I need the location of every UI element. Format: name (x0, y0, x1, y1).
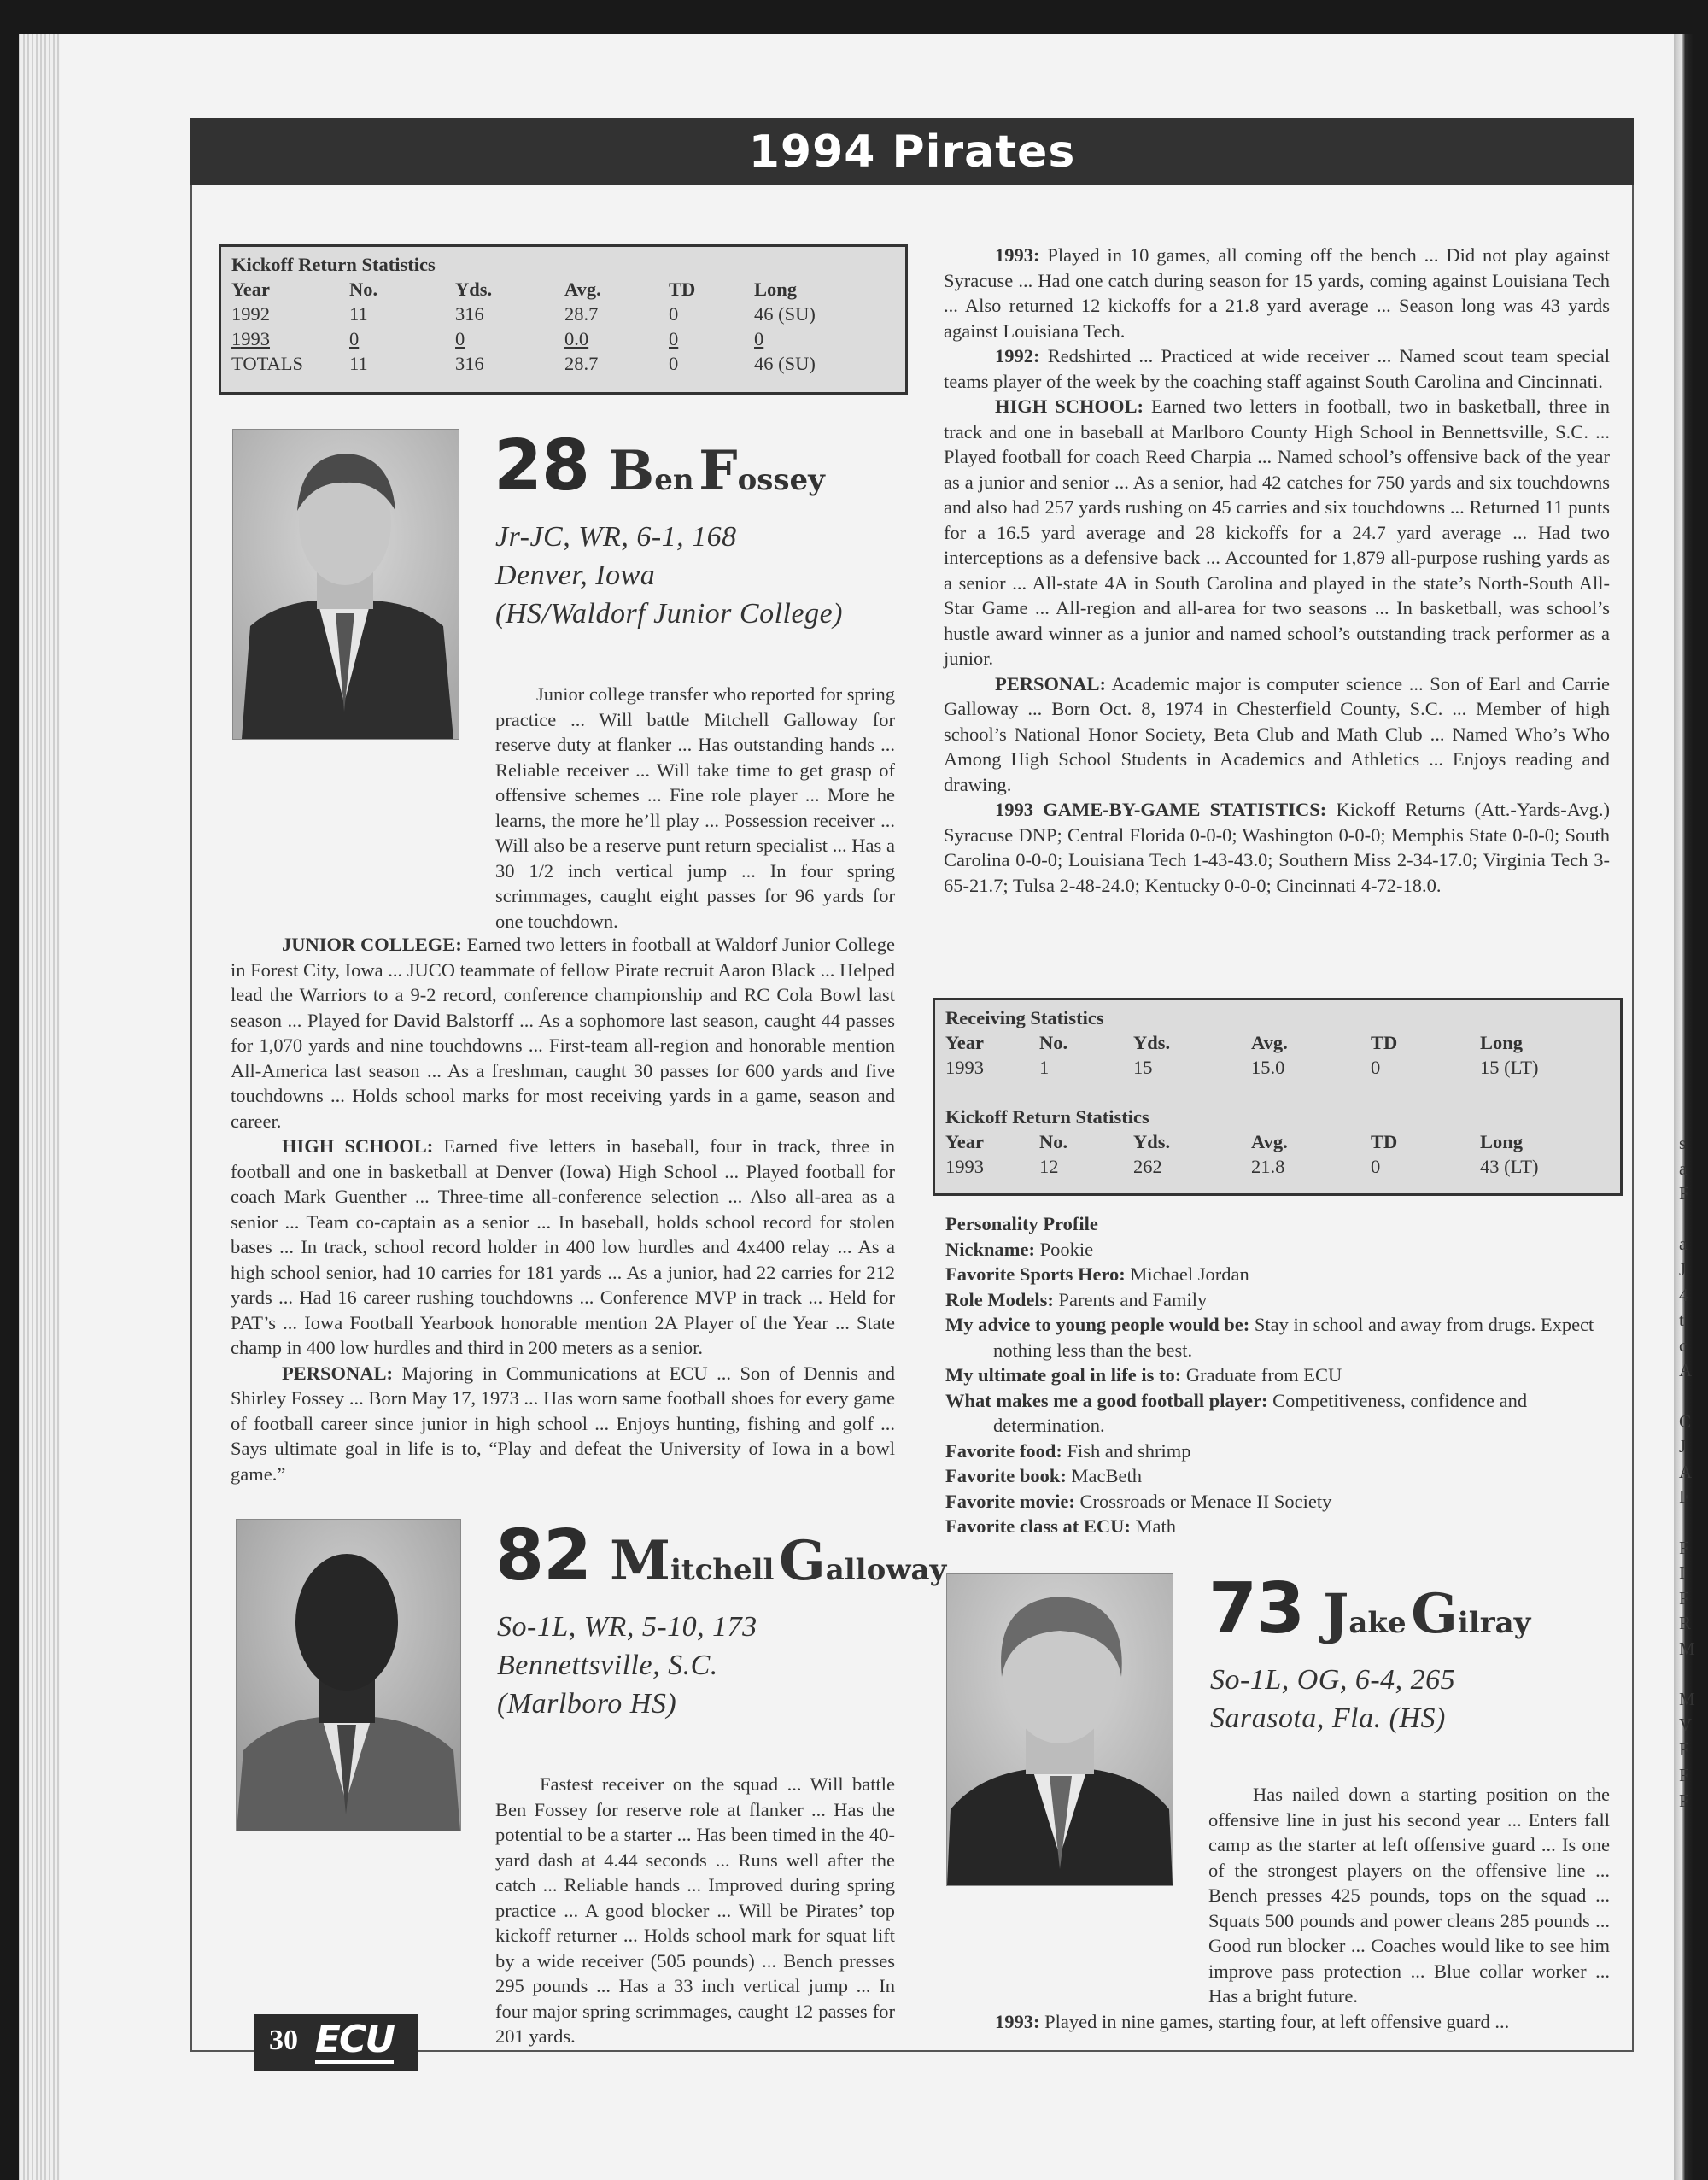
page-banner: 1994 Pirates (190, 118, 1634, 185)
table-header-row (945, 1129, 1610, 1154)
galloway-bio-info (497, 1608, 757, 1723)
section-text: Played in nine games, starting four, at left offensive guard ... (1039, 2010, 1510, 2032)
cell: 28.7 (564, 353, 599, 374)
cell: 46 (SU) (754, 303, 816, 325)
edge-letter: M (1679, 1691, 1695, 1709)
receiving-table (945, 1030, 1610, 1080)
cell: 1993 (231, 328, 270, 349)
cell: 11 (349, 353, 368, 374)
cell: 12 (1039, 1156, 1059, 1177)
fossey-bio-info (495, 518, 843, 633)
col-year: Year (945, 1032, 984, 1053)
section-label: 1993: (995, 244, 1040, 266)
col-td: TD (1371, 1032, 1398, 1053)
cell: 316 (455, 353, 484, 374)
edge-letter: F (1679, 1741, 1689, 1760)
col-long: Long (1480, 1131, 1524, 1152)
col-no: No. (1039, 1131, 1068, 1152)
edge-letter: M (1679, 1640, 1695, 1658)
cell: 21.8 (1251, 1156, 1285, 1177)
name-initial: G (779, 1529, 826, 1593)
fossey-intro-flow (231, 682, 895, 932)
profile-value: Stay in school and away from drugs. Expect nothing less than the best. (993, 1314, 1594, 1361)
galloway-intro (231, 1772, 895, 2049)
section-label: PERSONAL: (995, 672, 1107, 694)
cell: 316 (455, 303, 484, 325)
col-yds: Yds. (455, 278, 493, 300)
col-long: Long (754, 278, 798, 300)
profile-value: Math (1130, 1515, 1176, 1537)
name-rest: alloway (825, 1553, 947, 1587)
stats-table (231, 277, 895, 376)
fossey-bio (231, 682, 895, 1486)
page-number-block (254, 2014, 418, 2071)
profile-label: Favorite book: (945, 1465, 1067, 1486)
edge-letter: F (1679, 1589, 1689, 1608)
cell: 1993 (945, 1057, 984, 1078)
cell: 0 (754, 328, 764, 349)
cell: 0 (1371, 1057, 1381, 1078)
player-name (608, 439, 825, 503)
section-text: Earned five letters in baseball, four in track, three in football and one in basketball at Denver (Iowa) High School ... Played football for coach Mark Guenther ... Three-time all-conference selection ... Also all-area as a senior ... Team co-captain as a senior ... In baseball, holds school record for stolen bases ... In track, school record holder in 400 low hurdles and 4x400 relay ... As a high school senior, had 10 carries for 181 yards ... As a junior, had 22 carries for 212 yards ... Had 16 career rushing touchdowns ... Conference MVP in track ... Held for PAT’s ... Iowa Football Yearbook honorable mention 2A Player of the Year ... State champ in 400 low hurdles and third in 200 meters as a senior. (231, 1135, 895, 1358)
profile-label: What makes me a good football player: (945, 1389, 1268, 1411)
stats-title: Kickoff Return Statistics (231, 254, 436, 275)
col-yds: Yds. (1133, 1032, 1171, 1053)
jersey-number: 82 (495, 1515, 592, 1597)
cell: 28.7 (564, 303, 599, 325)
cell: 15 (1133, 1057, 1153, 1078)
table-row (945, 1055, 1610, 1080)
cell: 1992 (231, 303, 270, 325)
edge-letter: F (1679, 1538, 1689, 1557)
profile-label: My advice to young people would be: (945, 1314, 1250, 1335)
name-rest: itchell (670, 1553, 775, 1587)
info-line: (HS/Waldorf Junior College) (495, 598, 843, 630)
galloway-bio (944, 243, 1610, 898)
cell: 0 (455, 328, 465, 349)
edge-letter: a (1679, 1235, 1688, 1254)
edge-letter: V (1679, 1715, 1693, 1734)
cell: 0 (669, 303, 679, 325)
profile-label: Favorite Sports Hero: (945, 1263, 1126, 1285)
galloway-stats-box (933, 998, 1623, 1196)
profile-value: Michael Jordan (1125, 1263, 1249, 1285)
profile-value: Pookie (1035, 1238, 1094, 1260)
cell: 262 (1133, 1156, 1162, 1177)
col-year: Year (231, 278, 270, 300)
info-line: Sarasota, Fla. (HS) (1210, 1702, 1446, 1734)
profile-value: Graduate from ECU (1181, 1364, 1342, 1386)
profile-value: MacBeth (1066, 1465, 1142, 1486)
gilray-name-heading (1208, 1568, 1530, 1650)
section-text: Played in 10 games, all coming off the bench ... Did not play against Syracuse ... Had one catch during season for 15 yards, coming against Louisiana Tech ... Also returned 12 kickoffs for a 21.8 yard average ... Season long was 43 yards against Louisiana Tech. (944, 244, 1610, 342)
section-text: Academic major is computer science ... Son of Earl and Carrie Galloway ... Born Oct. 8, 1974 in Chesterfield County, S.C. ... Member of high school’s National Honor Society, Beta Club and Math Club ... Named Who’s Who Among High School Students in Academics and Athletics ... Enjoys reading and drawing. (944, 672, 1610, 795)
edge-letter: F (1679, 1488, 1689, 1507)
name-rest: ake (1348, 1606, 1407, 1640)
ecu-logo: ECU (315, 2019, 394, 2064)
col-avg: Avg. (1251, 1131, 1288, 1152)
cell: 1993 (945, 1156, 984, 1177)
personality-profile (945, 1211, 1620, 1539)
gilray-bio-info (1210, 1661, 1455, 1738)
info-line: Jr-JC, WR, 6-1, 168 (495, 521, 737, 553)
intro-text: Has nailed down a starting position on the offensive line in just his second year ... Enters fall camp as the starter at left offensive guard ... Is one of the strongest players on the offensive line ... Bench presses 425 pounds, tops on the squad ... Squats 500 pounds and power cleans 285 pounds ... Good run blocker ... Coaches would like to see him improve pass protection ... Blue collar worker ... Has a bright future. (1208, 1784, 1610, 2007)
edge-letter: A (1679, 1462, 1693, 1481)
profile-label: Favorite food: (945, 1439, 1062, 1462)
cell: 1 (1039, 1057, 1050, 1078)
table-header-row (231, 277, 895, 302)
cell: 15 (LT) (1480, 1057, 1539, 1078)
profile-label: Role Models: (945, 1288, 1054, 1310)
cell: 0 (1371, 1156, 1381, 1177)
profile-value: Fish and shrimp (1062, 1439, 1191, 1462)
section-label: 1993 GAME-BY-GAME STATISTICS: (995, 799, 1327, 820)
col-avg: Avg. (1251, 1032, 1288, 1053)
section-text: Majoring in Communications at ECU ... Son of Dennis and Shirley Fossey ... Born May 17, 1973 ... Has worn same football shoes for every game of football career since junior in high school ... Enjoys hunting, fishing and golf ... Says ultimate goal in life is to, “Play and defeat the University of Iowa in a bowl game.” (231, 1362, 895, 1485)
player-name (610, 1529, 947, 1593)
name-initial: G (1411, 1582, 1458, 1646)
name-initial: B (608, 439, 655, 503)
page-edges (19, 34, 60, 2180)
edge-letter: F (1679, 1791, 1689, 1810)
edge-letter: R (1679, 1614, 1692, 1633)
info-line: Denver, Iowa (495, 560, 656, 591)
profile-title: Personality Profile (945, 1213, 1098, 1234)
table-row (231, 351, 895, 376)
edge-letter: A (1679, 1362, 1693, 1380)
jersey-number: 73 (1208, 1568, 1305, 1650)
cell: 46 (SU) (754, 353, 816, 374)
cell: 43 (LT) (1480, 1156, 1539, 1177)
fossey-name-heading (494, 425, 825, 507)
cell: TOTALS (231, 353, 304, 374)
cell: 0.0 (564, 328, 589, 349)
table-row (231, 302, 895, 326)
col-avg: Avg. (564, 278, 601, 300)
edge-letter: I (1679, 1564, 1685, 1583)
col-no: No. (349, 278, 378, 300)
info-line: Bennettsville, S.C. (497, 1650, 718, 1681)
profile-label: Favorite class at ECU: (945, 1515, 1131, 1537)
edge-letter: J (1679, 1261, 1687, 1279)
edge-letter: F (1679, 1767, 1689, 1784)
player-name (1323, 1582, 1531, 1646)
section-label: PERSONAL: (282, 1362, 394, 1384)
edge-letter: t (1679, 1311, 1684, 1330)
cell: 0 (669, 328, 679, 349)
col-td: TD (669, 278, 696, 300)
col-year: Year (945, 1131, 984, 1152)
cell: 0 (349, 328, 360, 349)
info-line: So-1L, OG, 6-4, 265 (1210, 1664, 1456, 1696)
kickoff-table (945, 1129, 1610, 1179)
profile-value: Competitiveness, confidence and determination. (993, 1389, 1528, 1436)
edge-letter: J (1679, 1438, 1687, 1456)
col-no: No. (1039, 1032, 1068, 1053)
section-text: Redshirted ... Practiced at wide receiver ... Named scout team special teams player of the week by the coaching staff against South Carolina and Cincinnati. (944, 345, 1610, 392)
intro-text: Fastest receiver on the squad ... Will battle Ben Fossey for reserve role at flanker ... Has the potential to be a starter ... Has been timed in the 40-yard dash at 4.44 seconds ... Runs well after the catch ... Reliable hands ... Improved during spring practice ... A good blocker ... Will be Pirates’ top kickoff returner ... Holds school mark for squat lift by a wide receiver (505 pounds) ... Bench presses 295 pounds ... Has a 33 inch vertical jump ... In four major spring scrimmages, caught 12 passes for 201 yards. (495, 1773, 895, 2047)
section-text: Earned two letters in football, two in basketball, three in track and one in baseball at Marlboro County High School in Bennettsville, S.C. ... Played football for coach Reed Charpia ... Named school’s offensive back of the year as a junior and senior ... As a senior, had 42 catches for 750 yards and six touchdowns and also had 257 yards rushing on 45 carries and six touchdowns ... Returned 11 punts for a 16.5 yard average and 28 kickoffs for a 24.7 yard average ... Had two interceptions as a defensive back ... Accounted for 1,879 all-purpose rushing yards as a senior ... All-state 4A in South Carolina and played in the state’s North-South All-Star Game ... All-region and all-area for two seasons ... In basketball, was school’s hustle award winner as a junior and named school’s outstanding track performer as a junior. (944, 396, 1610, 669)
col-long: Long (1480, 1032, 1524, 1053)
name-initial: F (699, 439, 738, 503)
table-header-row (945, 1030, 1610, 1055)
fossey-intro-top: Junior college transfer who reported for spring practice ... Will battle Mitchell Galloway for reserve duty at flanker ... Has outstanding hands ... Reliable receiver ... Will take time to get grasp of offensive schemes ... Fine role player ... More he learns, the more he’ll play ... Possession receiver ... Will also be a reserve punt return specialist ... Has a 30 1/2 inch vertical jump ... In four spring scrimmages, caught eight passes for 96 yards for one touchdown. (495, 683, 895, 932)
name-rest: ilray (1457, 1606, 1531, 1640)
table-row (945, 1154, 1610, 1179)
table-row (231, 326, 895, 351)
profile-label: Nickname: (945, 1238, 1035, 1260)
name-rest: en (654, 463, 694, 497)
name-initial: J (1323, 1582, 1349, 1646)
gilray-bio (944, 1782, 1610, 2034)
fossey-kickoff-stats-box (219, 244, 908, 395)
edge-letter: c (1679, 1336, 1688, 1355)
cell: 0 (669, 353, 679, 374)
info-line: So-1L, WR, 5-10, 173 (497, 1611, 757, 1643)
name-initial: M (610, 1529, 670, 1593)
profile-value: Crossroads or Menace II Society (1074, 1490, 1332, 1512)
section-label: JUNIOR COLLEGE: (282, 934, 462, 955)
cell: 15.0 (1251, 1057, 1285, 1078)
stats-title: Kickoff Return Statistics (945, 1106, 1149, 1128)
page-number: 30 (269, 2025, 298, 2056)
edge-letter: F (1679, 1185, 1689, 1204)
jersey-number: 28 (494, 425, 590, 507)
section-label: 1993: (995, 2010, 1040, 2032)
col-yds: Yds. (1133, 1131, 1171, 1152)
edge-letter: s (1679, 1134, 1687, 1152)
edge-letter: C (1679, 1412, 1692, 1431)
section-text: Earned two letters in football at Waldorf Junior College in Forest City, Iowa ... JUCO teammate of fellow Pirate recruit Aaron Black ... Helped lead the Warriors to a 9-2 record, conference championship and RC Cola Bowl last season ... Played for David Balstorff ... As a sophomore last season, caught 44 passes for 1,070 yards and nine touchdowns ... First-team all-region and honorable mention All-America last season ... As a freshman, caught 30 passes for 600 yards and five touchdowns ... Holds school marks for most receiving yards in a game, season and career. (231, 934, 895, 1132)
section-text: Kickoff Returns (Att.-Yards-Avg.) Syracuse DNP; Central Florida 0-0-0; Washington 0-0-0; Memphis State 0-0-0; South Carolina 0-0-0; Louisiana Tech 1-43-43.0; Southern Miss 2-34-17.0; Virginia Tech 3-65-21.7; Tulsa 2-48-24.0; Kentucky 0-0-0; Cincinnati 4-72-18.0. (944, 799, 1610, 896)
name-rest: ossey (737, 463, 825, 497)
profile-value: Parents and Family (1053, 1288, 1208, 1310)
section-label: HIGH SCHOOL: (282, 1135, 434, 1157)
edge-letter: 4 (1679, 1286, 1688, 1304)
section-label: 1992: (995, 345, 1040, 366)
cell: 11 (349, 303, 368, 325)
edge-letter: a (1679, 1159, 1688, 1178)
profile-label: Favorite movie: (945, 1490, 1075, 1512)
stats-title: Receiving Statistics (945, 1007, 1104, 1028)
info-line: (Marlboro HS) (497, 1688, 677, 1720)
col-td: TD (1371, 1131, 1398, 1152)
section-label: HIGH SCHOOL: (995, 396, 1144, 417)
book-spine (1674, 34, 1693, 2180)
galloway-name-heading (495, 1515, 946, 1597)
profile-label: My ultimate goal in life is to: (945, 1364, 1182, 1386)
